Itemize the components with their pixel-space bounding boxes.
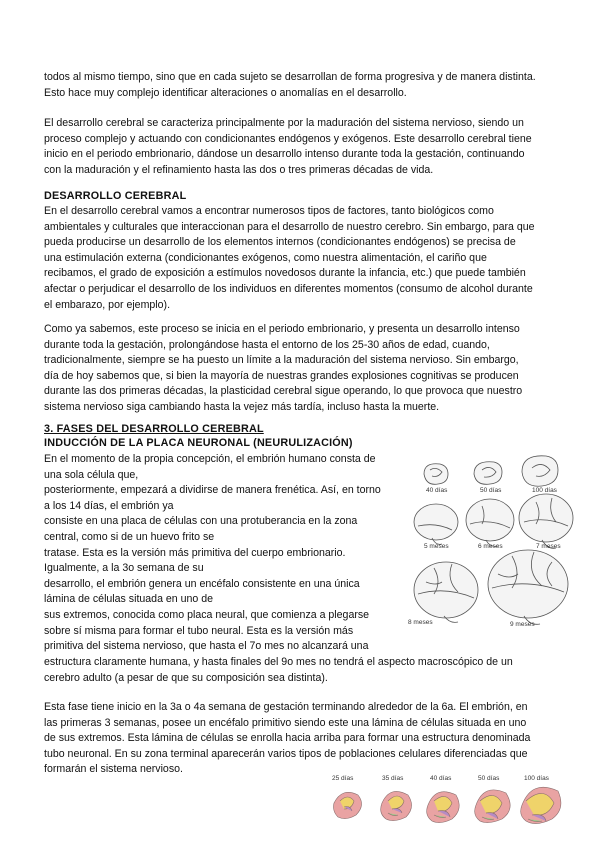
- brain-40-days: [424, 464, 448, 485]
- text-line: a los 14 días, el embrión ya: [44, 499, 174, 512]
- brain-50-days: [474, 462, 502, 485]
- text-line: con la maduración y el refinamiento hasta las dos o tres primeras décadas de vida.: [44, 163, 434, 176]
- label-25-dias: 25 días: [332, 775, 354, 782]
- figure-fetal-brain-development: [406, 448, 576, 638]
- text-line: Esta fase tiene inicio en la 3a o 4a semana de gestación terminando alrededor de la 6a. El embrión, en: [44, 701, 528, 713]
- figure-embryo-days: [328, 773, 564, 837]
- text-line: una sola célula que,: [44, 468, 139, 481]
- section-heading-fases: 3. FASES DEL DESARROLLO CEREBRAL: [44, 423, 264, 435]
- label-50-dias-embryo: 50 días: [478, 775, 500, 782]
- subsection-heading-induccion: INDUCCIÓN DE LA PLACA NEURONAL (NEURULIZACIÓN): [44, 437, 353, 449]
- label-7-meses: 7 meses: [536, 543, 561, 550]
- label-9-meses: 9 meses: [510, 621, 535, 628]
- text-line: En el momento de la propia concepción, el embrión humano consta de: [44, 453, 376, 465]
- text-line: Como ya sabemos, este proceso se inicia en el periodo embrionario, y presenta un desarrollo intenso: [44, 323, 520, 335]
- brain-7-months: [519, 494, 573, 548]
- text-line: primitiva del sistema nervioso, que hasta el 7o mes no alcanzará una: [44, 640, 369, 653]
- text-line: El desarrollo cerebral se caracteriza principalmente por la maduración del sistema nervioso, siendo un: [44, 117, 524, 129]
- text-line: durante toda la gestación, prolongándose hasta el entorno de los 25-30 años de edad, cuando,: [44, 338, 490, 351]
- text-line: ambientales y culturales que interaccionan para el desarrollo de nuestro cerebro. Sin embargo, para que: [44, 220, 535, 233]
- label-100-dias: 100 días: [532, 487, 557, 494]
- text-line: consiste en una placa de células con una protuberancia en la zona: [44, 515, 358, 528]
- text-line: recibamos, el grado de exposición a estímulos novedosos durante la infancia, etc.) que puede también: [44, 267, 526, 280]
- text-line: todos al mismo tiempo, sino que en cada sujeto se desarrollan de forma progresiva y de manera distinta.: [44, 71, 536, 83]
- embryo-40-days: [427, 792, 460, 823]
- label-5-meses: 5 meses: [424, 543, 449, 550]
- label-50-dias: 50 días: [480, 487, 502, 494]
- text-line: central, como si de un huevo frito se: [44, 530, 215, 543]
- text-line: lámina de células situada en uno de: [44, 593, 214, 606]
- brain-6-months: [466, 499, 514, 546]
- text-line: día de hoy sabemos que, si bien la mayoría de nuestras grandes explosiones cognitivas se producen: [44, 369, 519, 382]
- text-line: formarán el sistema nervioso.: [44, 763, 183, 776]
- text-line: estructura claramente humana, y hasta finales del 9o mes no tendrá el aspecto macroscópico de un: [44, 656, 513, 668]
- text-line: sistema nervioso siga cambiando hasta la vejez más tardía, incluso hasta la muerte.: [44, 400, 440, 413]
- text-line: pueda producirse un desarrollo de los elementos internos (condicionantes endógenos) se precisa de: [44, 236, 516, 249]
- label-6-meses: 6 meses: [478, 543, 503, 550]
- embryo-100-days: [521, 787, 561, 823]
- paragraph-intro: [44, 70, 560, 101]
- label-35-dias: 35 días: [382, 775, 404, 782]
- text-line: de sus extremos. Esta lámina de células se enrolla hacia arriba para formar una estructura denominada: [44, 732, 531, 745]
- brain-8-months: [414, 562, 478, 622]
- text-line: tratase. Esta es la versión más primitiva del cuerpo embrionario.: [44, 546, 346, 559]
- embryo-25-days: [334, 792, 362, 818]
- text-line: sobre sí misma para formar el tubo neural. Esta es la versión más: [44, 624, 354, 637]
- text-line: Esto hace muy complejo identificar alteraciones o anomalías en el desarrollo.: [44, 86, 407, 99]
- text-line: cerebro adulto (a pesar de que su composición sea distinta).: [44, 671, 328, 684]
- embryo-35-days: [381, 791, 412, 820]
- paragraph-neurulation-wide: [44, 655, 560, 686]
- text-line: En el desarrollo cerebral vamos a encontrar numerosos tipos de factores, tanto biológicos como: [44, 205, 494, 217]
- text-line: desarrollo, el embrión genera un encéfalo consistente en una única: [44, 577, 360, 590]
- text-line: sus extremos, conocida como placa neural, que comienza a plegarse: [44, 608, 370, 621]
- fetal-brain-illustration: [406, 448, 576, 638]
- label-40-dias-embryo: 40 días: [430, 775, 452, 782]
- label-100-dias-embryo: 100 días: [524, 775, 549, 782]
- label-8-meses: 8 meses: [408, 619, 433, 626]
- brain-5-months: [414, 504, 458, 544]
- text-line: una estimulación externa (condicionantes exógenos, como nuestra alimentación, el cariño que: [44, 251, 487, 264]
- text-line: proceso complejo y actuando con condicionantes endógenos y exógenos. Este desarrollo cerebral tiene: [44, 132, 532, 145]
- text-line: posteriormente, empezará a dividirse de manera frenética. Así, en torno: [44, 484, 381, 497]
- brain-9-months: [488, 550, 568, 624]
- paragraph-phase-timing: [44, 700, 560, 778]
- paragraph-maturation: [44, 116, 560, 178]
- section-heading-desarrollo: DESARROLLO CEREBRAL: [44, 190, 187, 202]
- paragraph-factors: [44, 204, 560, 313]
- text-line: inicio en el periodo embrionario, dándose un desarrollo intenso durante toda la gestación, continuando: [44, 148, 525, 161]
- text-line: tubo neuronal. En su zona terminal aparecerán varios tipos de poblaciones celulares diferenciadas que: [44, 747, 528, 760]
- paragraph-neurulation-narrow: [44, 452, 396, 655]
- brain-100-days: [522, 456, 558, 486]
- paragraph-plasticity: [44, 322, 560, 416]
- text-line: afectar o perjudicar el desarrollo de los individuos en diferentes momentos (consumo de alcohol durante: [44, 282, 533, 295]
- text-line: el embarazo, por ejemplo).: [44, 298, 171, 311]
- label-40-dias: 40 días: [426, 487, 448, 494]
- text-line: durante las dos primeras décadas, la plasticidad cerebral sigue operando, lo que provoca que nuestro: [44, 385, 523, 398]
- embryo-50-days: [475, 790, 511, 823]
- text-line: tradicionalmente, siempre se ha puesto un límite a la maduración del sistema nervioso. Sin embargo,: [44, 354, 519, 367]
- text-line: Igualmente, a la 3o semana de su: [44, 562, 204, 575]
- text-line: las primeras 3 semanas, posee un encéfalo primitivo siendo este una lámina de células situada en uno: [44, 716, 527, 729]
- embryo-development-illustration: [328, 773, 564, 837]
